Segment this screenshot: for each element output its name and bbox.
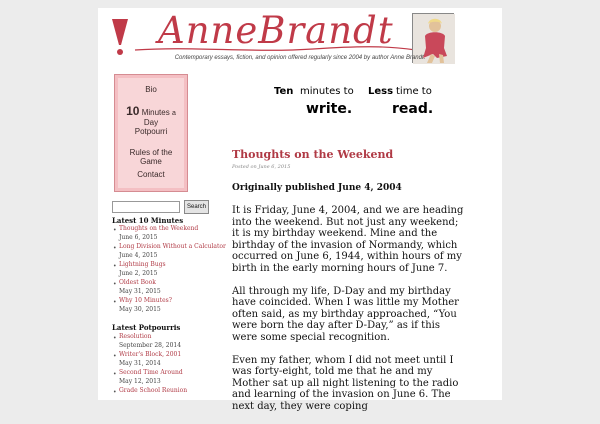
logo-underline-flourish	[133, 44, 418, 54]
post-date: May 12, 2013	[119, 378, 161, 385]
post-date: June 6, 2015	[119, 234, 158, 241]
post-link[interactable]: Long Division Without a Calculator	[119, 243, 226, 250]
nav-item-10-minutes-a-day[interactable]	[118, 104, 184, 127]
post-date: May 31, 2014	[119, 360, 161, 367]
list-item	[112, 297, 220, 315]
post-link[interactable]: Lightning Bugs	[119, 261, 166, 268]
page	[98, 8, 502, 412]
nav-ten-day: Day	[143, 118, 159, 127]
list-item	[112, 279, 220, 297]
post-paragraph: All through my life, D-Day and my birthday have coincided. When I was little my Mother often said, as my birthday approached, “You were born the day after D-Day,” as if this were some special recognition.	[232, 285, 459, 343]
post-date: June 4, 2015	[119, 252, 158, 259]
motto-less: Less	[368, 86, 394, 97]
latest-ten-heading: Latest 10 Minutes	[112, 216, 184, 225]
nav-item-contact[interactable]: Contact	[137, 170, 165, 179]
bullet-icon: •	[113, 335, 117, 342]
post-date: September 28, 2014	[119, 342, 182, 349]
nav-item-bio[interactable]: Bio	[145, 85, 157, 94]
post-link[interactable]: Grade School Reunion	[119, 387, 188, 394]
bullet-icon: •	[113, 353, 117, 360]
list-item	[112, 387, 220, 405]
site-header	[98, 8, 502, 66]
motto-ten: Ten	[274, 86, 294, 97]
nav-ten-number: 10	[126, 104, 140, 118]
post-link[interactable]: Second Time Around	[119, 369, 183, 376]
post-link[interactable]: Resolution	[119, 333, 152, 340]
post-link[interactable]: Writer's Block, 2001	[119, 351, 182, 358]
nav-ten-a: a	[171, 110, 176, 117]
site-tagline: Contemporary essays, fiction, and opinion offered regularly since 2004 by author Anne Brandt.	[174, 55, 426, 61]
nav-item-rules-of-the-game[interactable]: Rules of the Game	[129, 148, 173, 166]
post-date: May 30, 2015	[119, 306, 161, 313]
bullet-icon: •	[113, 227, 117, 234]
latest-potpourri-list	[112, 333, 220, 405]
main-navigation	[114, 74, 188, 192]
bullet-icon: •	[113, 371, 117, 378]
post-paragraph: Even my father, whom I did not meet until I was forty-eight, told me that he and my Mother sat up all night listening to the radio and learning of the invasion on June 6. The next day, they were coping	[232, 354, 459, 412]
bullet-icon: •	[113, 245, 117, 252]
post-link[interactable]: Why 10 Minutes?	[119, 297, 172, 304]
post-link[interactable]: Thoughts on the Weekend	[119, 225, 199, 232]
post-meta: Posted on June 6, 2015	[232, 164, 291, 170]
bullet-icon: •	[113, 281, 117, 288]
post-subtitle: Originally published June 4, 2004	[232, 183, 402, 193]
search-input[interactable]	[112, 201, 180, 213]
list-item	[112, 243, 226, 261]
bullet-icon: •	[113, 299, 117, 306]
post-body	[232, 205, 468, 424]
motto-time-to: time to	[396, 86, 432, 97]
list-item	[112, 261, 220, 279]
list-item	[112, 225, 220, 243]
post-title[interactable]: Thoughts on the Weekend	[232, 148, 394, 161]
motto-write: write.	[306, 101, 353, 117]
post-date: May 31, 2015	[119, 288, 161, 295]
latest-ten-list	[112, 225, 226, 315]
post-link[interactable]: Oldest Book	[119, 279, 156, 286]
nav-panel	[118, 78, 184, 188]
nav-ten-minutes: Minutes	[141, 108, 170, 117]
site-motto	[274, 86, 434, 126]
motto-read: read.	[392, 101, 434, 117]
search-button[interactable]: Search	[184, 200, 209, 214]
bullet-icon: •	[113, 263, 117, 270]
list-item	[112, 369, 220, 387]
nav-item-potpourri[interactable]: Potpourri	[134, 127, 168, 136]
motto-minutes-to: minutes to	[300, 86, 354, 97]
post-paragraph: It is Friday, June 4, 2004, and we are heading into the weekend. But not just any weekend; it is my birthday weekend. Mine and the birthday of the invasion of Normandy, which occurred on June 6, 1944, within hours of my birth in the early morning hours of June 7.	[232, 205, 464, 274]
bullet-icon: •	[113, 389, 117, 396]
exclamation-mark-icon	[110, 17, 130, 57]
list-item	[112, 351, 220, 369]
site-logo-text[interactable]: AnneBrandt	[158, 9, 394, 52]
list-item	[112, 333, 220, 351]
post-date: June 2, 2015	[119, 270, 158, 277]
latest-potpourri-heading: Latest Potpourris	[112, 323, 181, 332]
